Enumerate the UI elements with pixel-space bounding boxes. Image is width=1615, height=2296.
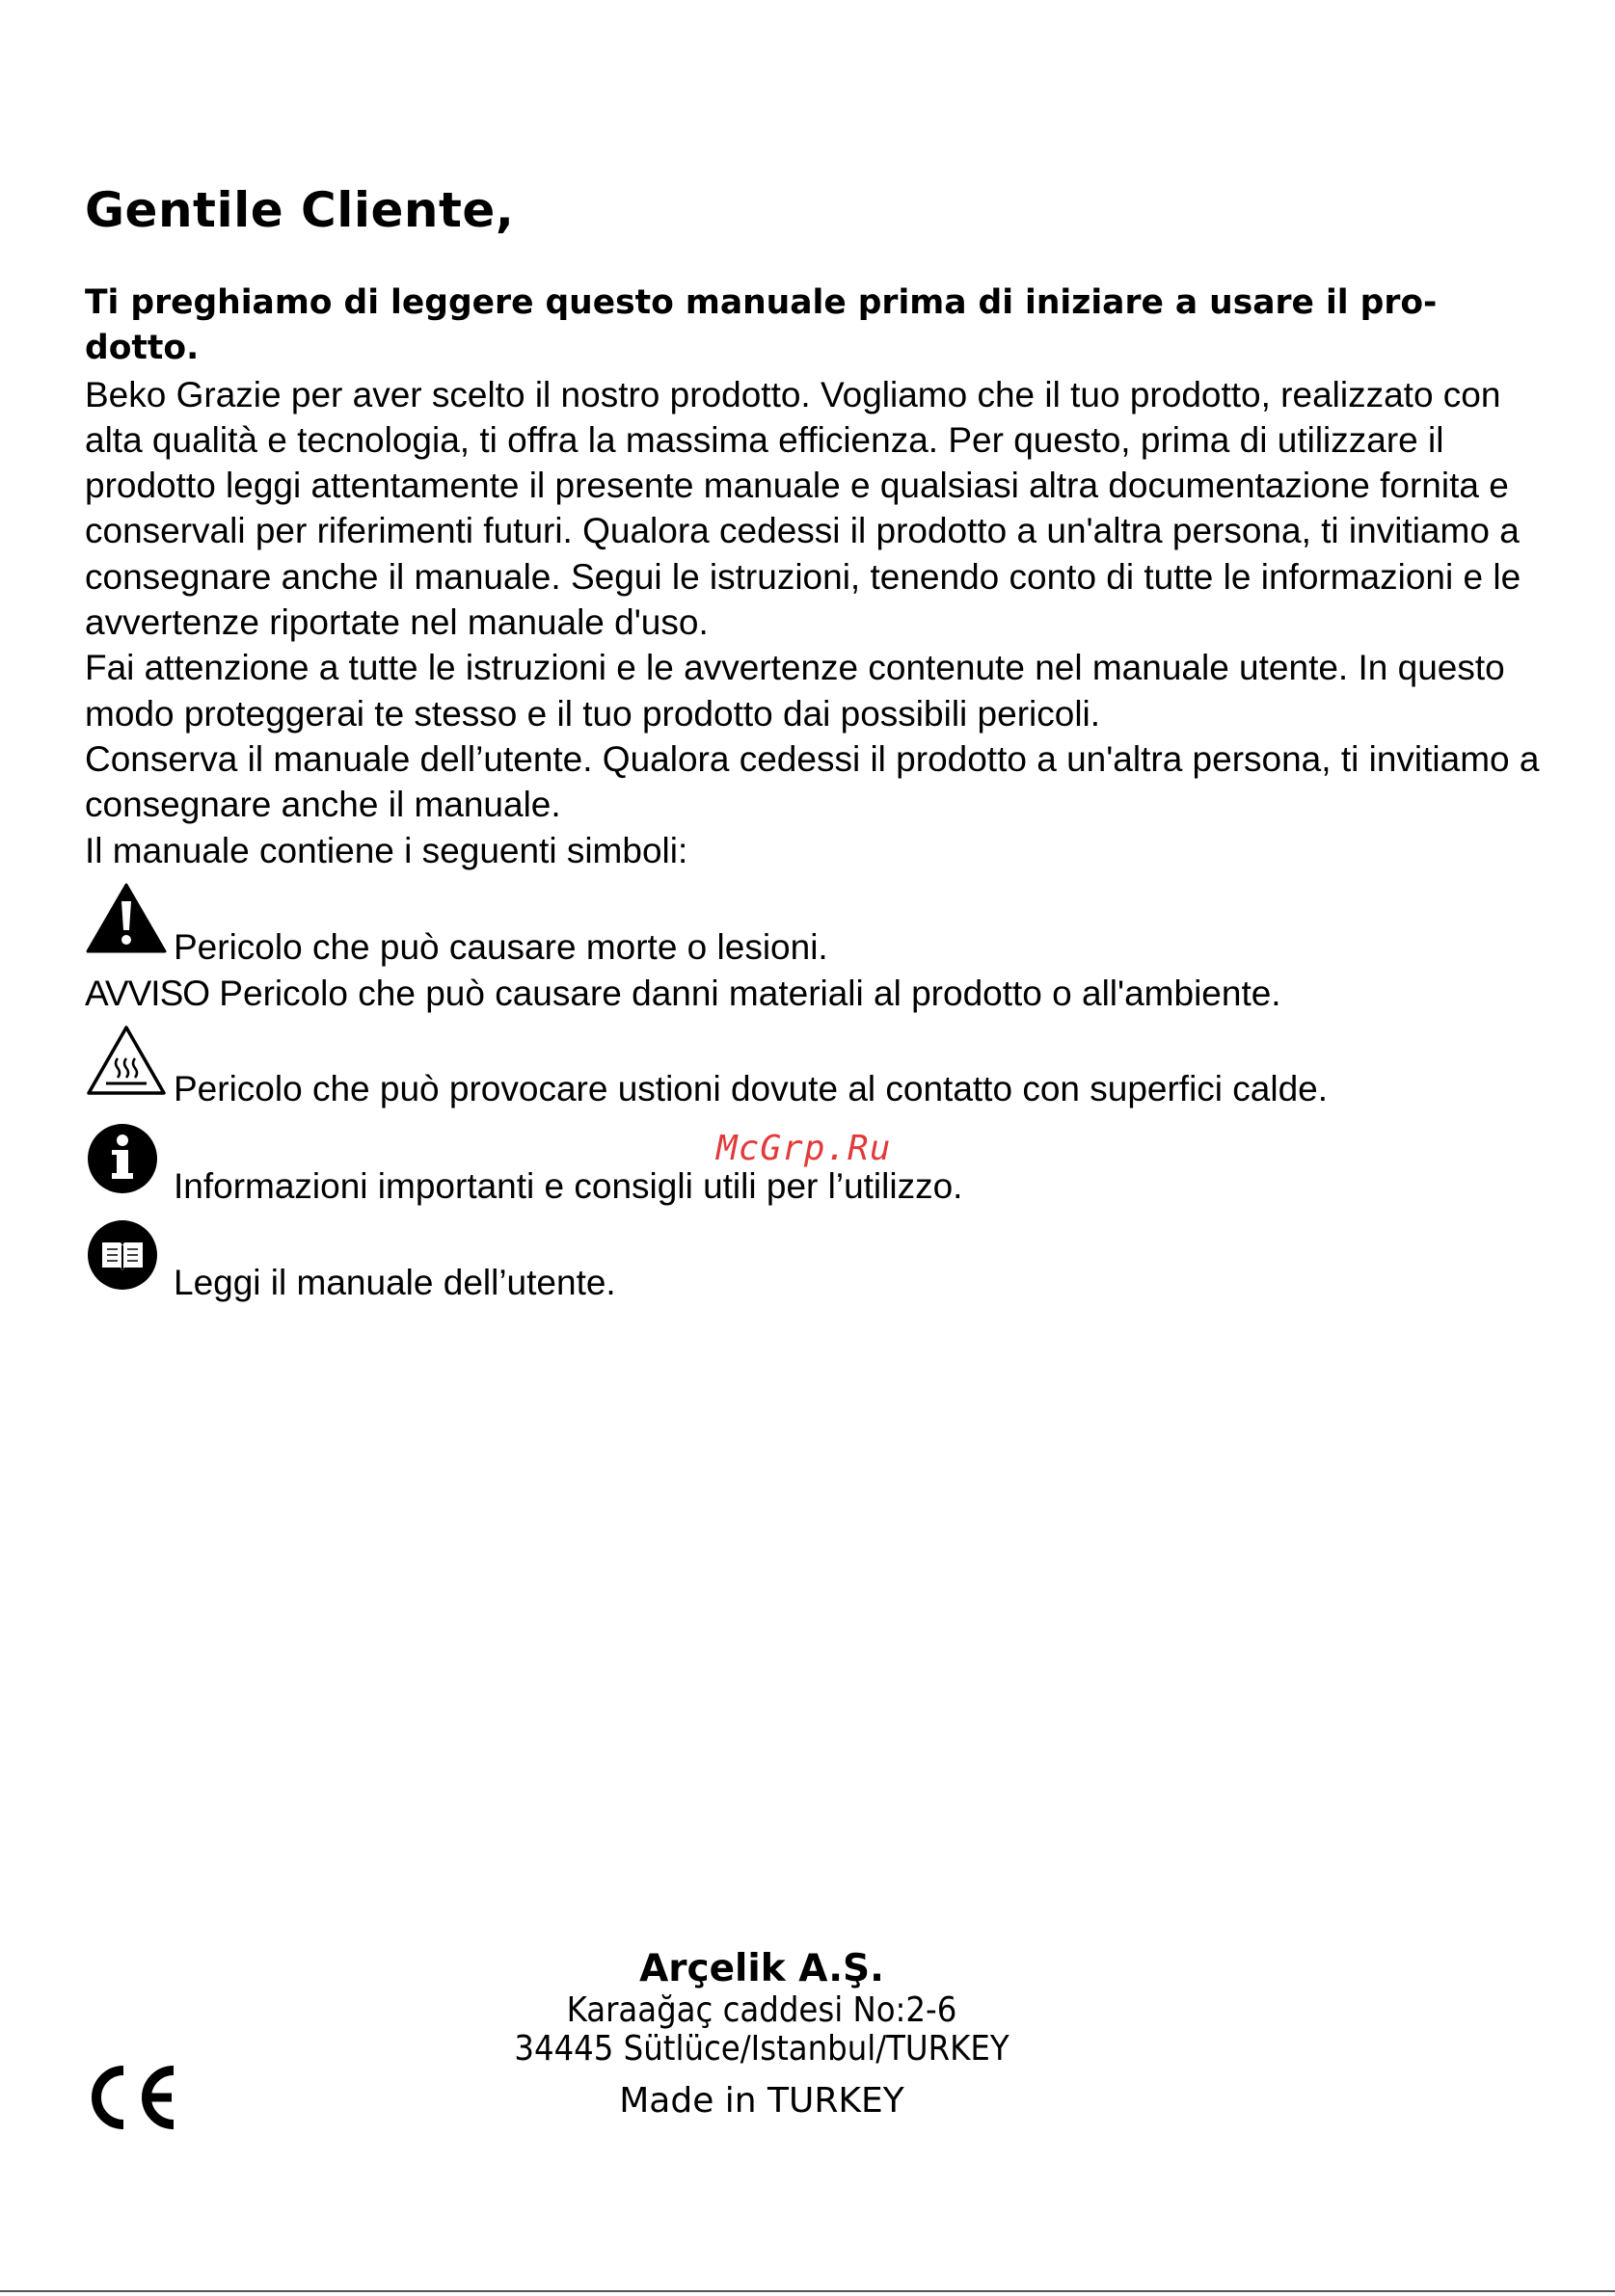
info-icon [85,1121,160,1196]
book-icon [85,1217,160,1293]
address-line-street: Karaağaç caddesi No:2-6 [566,1990,957,2030]
intro-section [85,280,1541,873]
symbol-hot-surface-text: Pericolo che può provocare ustioni dovute al contatto con superfici calde. [174,1069,1329,1108]
symbol-manual-text: Leggi il manuale dell’utente. [174,1263,616,1302]
warning-triangle-icon [85,882,168,955]
symbol-row-hot-surface [85,1024,1531,1120]
company-name: Arçelik A.Ş. [639,1947,884,1990]
address-line-city: 34445 Sütlüce/Istanbul/TURKEY [514,2029,1009,2069]
page-title: Gentile Cliente, [85,182,515,238]
hot-surface-icon [85,1024,168,1097]
intro-paragraph-keep-manual: Conserva il manuale dell’utente. Qualora cedessi il prodotto a un'altra persona, ti invitiamo a consegnare anche il manuale. [85,738,1540,825]
symbol-row-notice [85,971,1281,1016]
made-in-label: Made in TURKEY [619,2081,904,2121]
ce-mark-icon [83,2063,179,2132]
notice-text: Pericolo che può causare danni materiali al prodotto o all'ambiente. [209,974,1281,1013]
symbol-info-text: Informazioni importanti e consigli utili per l’utilizzo. [174,1166,963,1206]
watermark-text: McGrp.Ru [716,1129,892,1168]
symbol-danger-text: Pericolo che può causare morte o lesioni. [174,927,828,967]
intro-lead: Ti preghiamo di leggere questo manuale prima di iniziare a usare il pro-dotto. [85,283,1438,368]
intro-paragraph-thanks: Beko Grazie per aver scelto il nostro prodotto. Vogliamo che il tuo prodotto, realizzato con alta qualità e tecnologia, ti offra la massima efficienza. Per questo, prima di utilizzare il prodotto leggi attentamente il presente manuale e qualsiasi altra documentazione fornita e conservali per riferimenti futuri. Qualora cedessi il prodotto a un'altra persona, ti invitiamo a consegnare anche il manuale. Segui le istruzioni, tenendo conto di tutte le informazioni e le avvertenze riportate nel manuale d'uso. [85,374,1521,643]
manufacturer-address [386,1947,1138,2121]
symbol-row-info [85,1121,1242,1217]
page-bottom-rule [0,2290,1615,2292]
symbol-row-manual [85,1217,1049,1314]
notice-label: AVVISO [85,974,210,1013]
intro-paragraph-symbols: Il manuale contiene i seguenti simboli: [85,830,688,870]
intro-paragraph-attention: Fai attenzione a tutte le istruzioni e le avvertenze contenute nel manuale utente. In questo modo proteggerai te stesso e il tuo prodotto dai possibili pericoli. [85,648,1505,734]
symbol-row-danger [85,882,1435,978]
